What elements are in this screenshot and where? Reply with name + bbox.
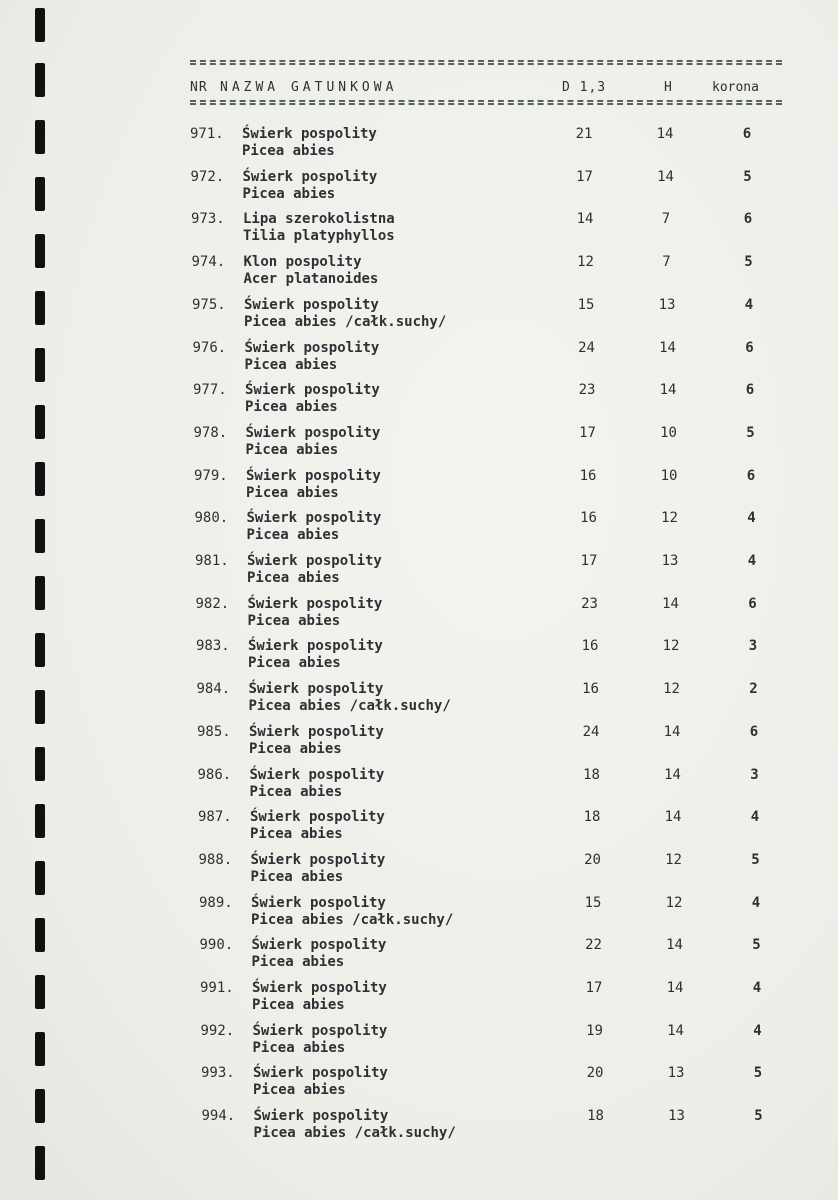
header-diameter: D 1,3 <box>562 80 607 95</box>
row-number: 989. <box>199 894 233 911</box>
crown-value: 6 <box>746 467 756 484</box>
height-value: 14 <box>667 1022 684 1039</box>
diameter-value: 23 <box>578 382 596 399</box>
row-number: 983. <box>196 638 230 655</box>
table-row <box>201 1064 801 1104</box>
diameter-value: 17 <box>580 553 598 569</box>
diameter-value: 16 <box>579 467 597 484</box>
height-value: 10 <box>660 467 678 484</box>
row-number: 977. <box>193 382 227 399</box>
height-value: 14 <box>662 595 679 612</box>
row-number: 986. <box>197 766 232 783</box>
diameter-value: 24 <box>578 339 595 356</box>
height-value: 13 <box>668 1108 685 1125</box>
table-row <box>196 637 796 677</box>
diameter-value: 15 <box>584 894 602 911</box>
latin-name: Picea abies <box>242 143 335 159</box>
diameter-value: 16 <box>582 681 599 698</box>
header-crown: korona <box>712 80 759 95</box>
species-name: Świerk pospolity <box>247 595 383 612</box>
row-number: 982. <box>195 595 230 612</box>
crown-value: 5 <box>753 1065 763 1082</box>
table-row <box>193 339 793 379</box>
crown-value: 2 <box>749 681 758 698</box>
height-value: 14 <box>657 168 674 185</box>
latin-name: Picea abies <box>250 826 343 843</box>
crown-value: 6 <box>748 595 757 612</box>
species-name: Świerk pospolity <box>250 809 385 826</box>
table-row <box>191 168 791 208</box>
table-row <box>197 723 797 763</box>
crown-value: 4 <box>747 510 756 527</box>
row-number: 985. <box>197 723 231 740</box>
latin-name: Picea abies <box>242 185 336 202</box>
header-name: NAZWA GATUNKOWA <box>220 80 398 95</box>
species-name: Świerk pospolity <box>251 894 386 911</box>
table-row <box>194 424 794 464</box>
species-name: Świerk pospolity <box>248 638 383 655</box>
diameter-value: 18 <box>587 1108 604 1125</box>
latin-name: Picea abies <box>246 484 339 501</box>
height-value: 14 <box>664 766 681 783</box>
row-number: 990. <box>199 937 234 954</box>
row-number: 988. <box>198 851 233 868</box>
height-value: 10 <box>660 424 677 441</box>
crown-value: 4 <box>751 894 761 911</box>
table-row <box>199 894 799 934</box>
crown-value: 6 <box>743 211 753 228</box>
height-value: 7 <box>661 211 671 228</box>
latin-name: Tilia platyphyllos <box>243 228 395 245</box>
latin-name: Picea abies <box>247 570 340 586</box>
crown-value: 4 <box>750 809 760 826</box>
crown-value: 4 <box>753 1022 762 1039</box>
diameter-value: 16 <box>580 510 597 527</box>
latin-name: Picea abies <box>252 997 345 1013</box>
species-name: Świerk pospolity <box>250 851 386 868</box>
table-row <box>198 808 798 848</box>
crown-value: 3 <box>750 766 759 783</box>
latin-name: Picea abies <box>245 399 338 416</box>
table-row <box>202 1107 802 1147</box>
latin-name: Picea abies /całk.suchy/ <box>244 313 447 330</box>
table-row <box>194 467 794 507</box>
table-row <box>195 509 795 549</box>
table-row <box>199 851 799 891</box>
species-name: Świerk pospolity <box>249 723 384 740</box>
diameter-value: 16 <box>581 638 599 655</box>
latin-name: Picea abies <box>250 868 344 885</box>
crown-value: 5 <box>746 424 755 441</box>
species-name: Świerk pospolity <box>245 424 381 441</box>
height-value: 14 <box>663 723 681 740</box>
height-value: 14 <box>664 809 682 826</box>
height-value: 14 <box>656 126 674 142</box>
row-number: 984. <box>196 681 231 698</box>
crown-value: 5 <box>751 851 760 868</box>
latin-name: Picea abies <box>246 527 340 544</box>
table-row <box>196 595 796 635</box>
diameter-value: 20 <box>584 851 601 868</box>
row-number: 979. <box>194 467 228 484</box>
crown-value: 4 <box>744 296 754 313</box>
height-value: 12 <box>661 510 678 527</box>
table-row <box>192 253 792 293</box>
latin-name: Picea abies <box>244 356 338 373</box>
crown-value: 4 <box>747 553 757 569</box>
row-number: 994. <box>201 1108 236 1125</box>
crown-value: 4 <box>752 980 762 996</box>
header-height: H <box>664 80 673 95</box>
row-number: 993. <box>201 1065 235 1082</box>
species-name: Świerk pospolity <box>246 510 382 527</box>
diameter-value: 23 <box>581 595 598 612</box>
species-name: Świerk pospolity <box>251 937 387 954</box>
species-name: Świerk pospolity <box>252 1022 388 1039</box>
row-number: 987. <box>198 809 232 826</box>
height-value: 12 <box>662 638 680 655</box>
species-name: Świerk pospolity <box>249 766 385 783</box>
species-name: Świerk pospolity <box>253 1065 388 1082</box>
latin-name: Picea abies /całk.suchy/ <box>253 1125 456 1142</box>
latin-name: Picea abies <box>253 1082 346 1099</box>
diameter-value: 20 <box>586 1065 604 1082</box>
latin-name: Picea abies <box>252 1039 346 1056</box>
crown-value: 5 <box>752 937 761 954</box>
table-row <box>192 296 792 336</box>
latin-name: Acer platanoides <box>243 271 379 288</box>
crown-value: 6 <box>742 126 752 142</box>
species-name: Świerk pospolity <box>245 382 380 399</box>
height-value: 13 <box>667 1065 685 1082</box>
row-number: 973. <box>191 211 225 228</box>
table-row <box>198 766 798 806</box>
row-number: 972. <box>190 168 225 185</box>
species-name: Świerk pospolity <box>252 980 387 996</box>
species-name: Świerk pospolity <box>248 681 384 698</box>
height-value: 13 <box>661 553 679 569</box>
crown-value: 5 <box>744 254 753 271</box>
height-value: 14 <box>666 980 684 996</box>
height-value: 13 <box>658 296 676 313</box>
diameter-value: 18 <box>583 766 600 783</box>
row-number: 975. <box>192 296 226 313</box>
height-value: 12 <box>665 894 683 911</box>
row-number: 992. <box>200 1022 235 1039</box>
species-name: Świerk pospolity <box>246 467 381 484</box>
crown-value: 5 <box>743 168 752 185</box>
crown-value: 3 <box>748 638 758 655</box>
height-value: 14 <box>659 382 677 399</box>
latin-name: Picea abies /całk.suchy/ <box>251 911 454 928</box>
height-value: 14 <box>659 339 676 356</box>
table-row <box>191 210 791 250</box>
latin-name: Picea abies <box>249 740 342 757</box>
diameter-value: 24 <box>582 723 600 740</box>
diameter-value: 17 <box>585 980 603 996</box>
row-number: 991. <box>200 980 234 996</box>
row-number: 978. <box>193 424 228 441</box>
latin-name: Picea abies <box>247 612 341 629</box>
species-name: Klon pospolity <box>243 254 362 271</box>
latin-name: Picea abies <box>245 441 339 458</box>
species-name: Świerk pospolity <box>244 296 379 313</box>
species-name: Świerk pospolity <box>242 168 378 185</box>
row-number: 980. <box>194 510 229 527</box>
height-value: 7 <box>662 254 671 271</box>
table-row <box>201 1022 801 1062</box>
header-nr: NR <box>190 80 208 95</box>
crown-value: 5 <box>754 1108 763 1125</box>
table-row <box>197 680 797 720</box>
table-row <box>200 979 800 1019</box>
table-row <box>200 936 800 976</box>
latin-name: Picea abies <box>249 783 343 800</box>
crown-value: 6 <box>745 339 754 356</box>
diameter-value: 21 <box>575 126 593 142</box>
row-number: 981. <box>195 553 229 569</box>
table-row <box>193 381 793 421</box>
diameter-value: 22 <box>585 937 602 954</box>
table-row <box>190 125 790 165</box>
diameter-value: 17 <box>576 168 593 185</box>
diameter-value: 14 <box>576 211 594 228</box>
latin-name: Picea abies <box>248 655 341 672</box>
diameter-value: 19 <box>586 1022 603 1039</box>
diameter-value: 17 <box>579 424 596 441</box>
diameter-value: 12 <box>577 254 594 271</box>
height-value: 12 <box>663 681 680 698</box>
crown-value: 6 <box>745 382 755 399</box>
crown-value: 6 <box>749 723 759 740</box>
species-name: Świerk pospolity <box>244 339 380 356</box>
diameter-value: 15 <box>577 296 595 313</box>
latin-name: Picea abies /całk.suchy/ <box>248 698 451 715</box>
height-value: 14 <box>666 937 683 954</box>
latin-name: Picea abies <box>251 954 345 971</box>
row-number: 971. <box>190 126 224 142</box>
height-value: 12 <box>665 851 682 868</box>
species-name: Świerk pospolity <box>247 553 382 569</box>
species-name: Lipa szerokolistna <box>243 211 395 228</box>
species-name: Świerk pospolity <box>242 126 377 142</box>
table-row <box>195 552 795 592</box>
row-number: 976. <box>192 339 227 356</box>
diameter-value: 18 <box>583 809 601 826</box>
row-number: 974. <box>191 254 226 271</box>
species-name: Świerk pospolity <box>253 1108 389 1125</box>
